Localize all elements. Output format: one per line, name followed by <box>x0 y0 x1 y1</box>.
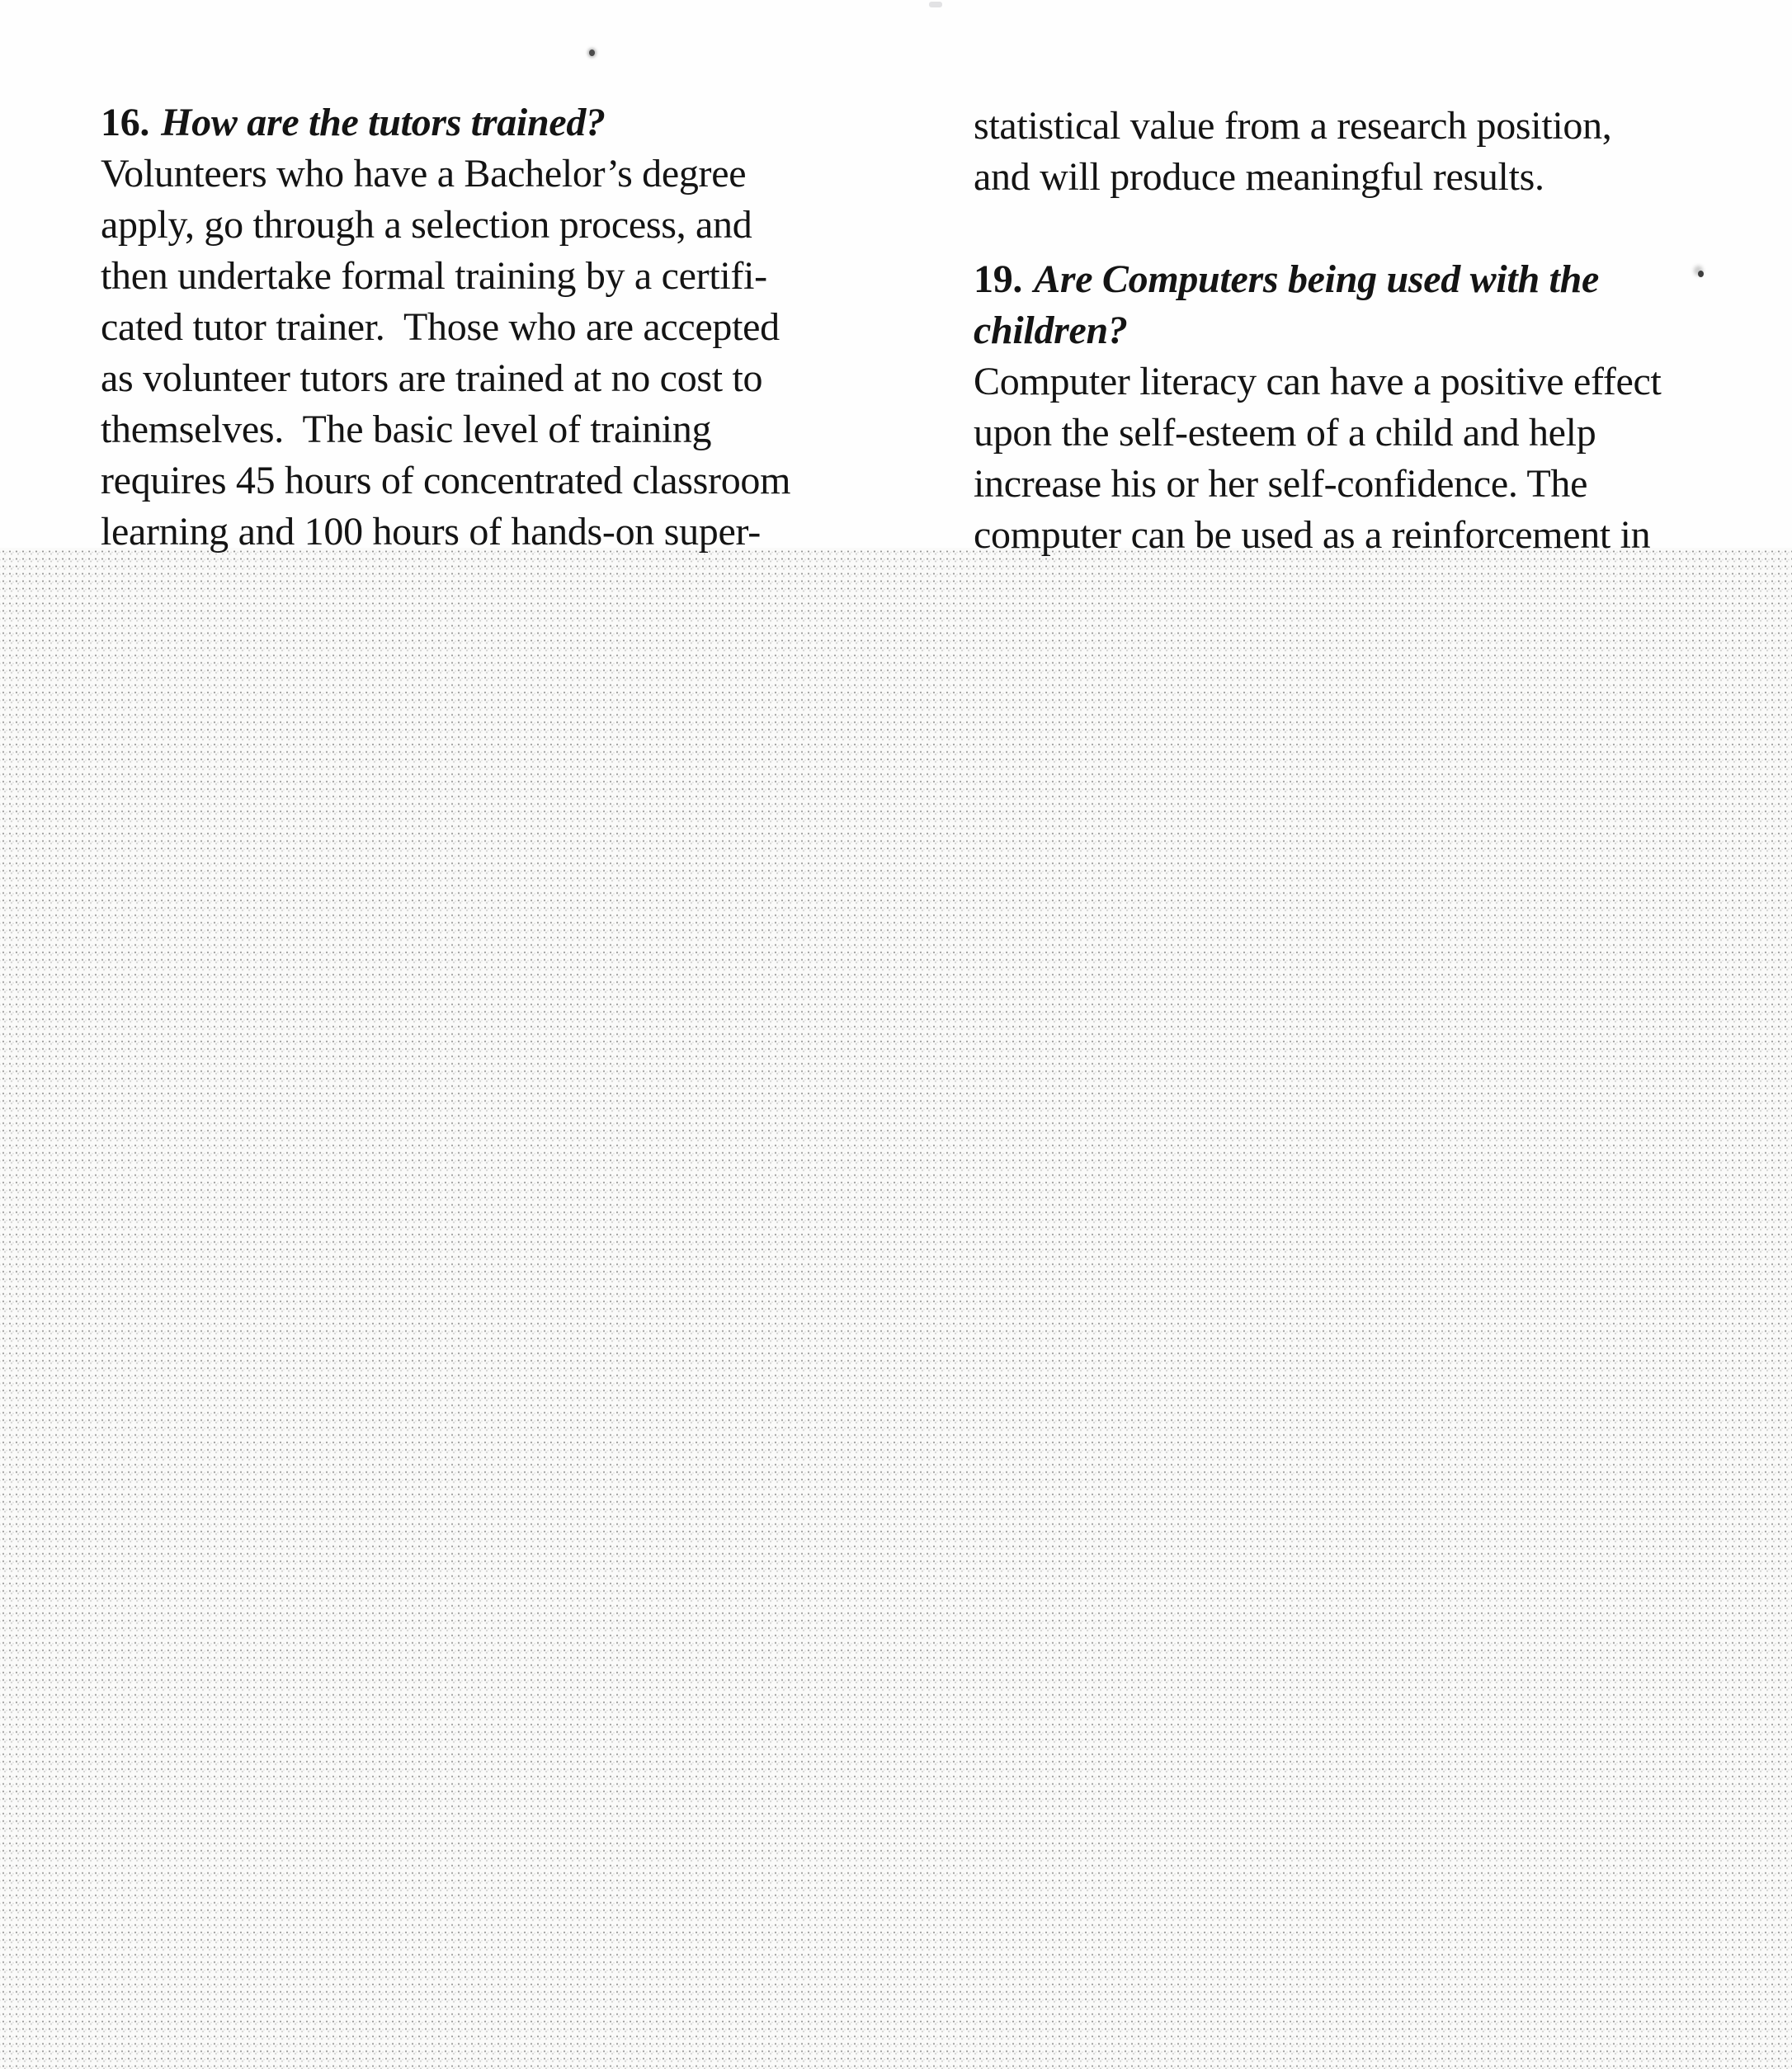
right-column <box>974 101 1733 561</box>
text-line: Volunteers who have a Bachelor’s degree <box>101 152 747 196</box>
text-line: then undertake formal training by a certifi- <box>101 254 767 298</box>
text-line: apply, go through a selection process, and <box>101 203 752 247</box>
question-19-heading <box>974 254 1733 305</box>
question-19-title-continued: children? <box>974 309 1128 352</box>
scan-speck <box>589 49 595 56</box>
text-line: increase his or her self-confidence. The <box>974 462 1588 506</box>
text-line: learning and 100 hours of hands-on super- <box>101 510 761 554</box>
left-column <box>101 97 868 558</box>
text-line: Computer literacy can have a positive effect <box>974 360 1662 403</box>
question-16-number: 16. <box>101 101 150 144</box>
paragraph-gap <box>974 203 1733 254</box>
question-19-title: Are Computers being used with the <box>1034 257 1599 301</box>
question-19-heading-continued <box>974 305 1733 356</box>
scan-speck <box>929 2 942 7</box>
text-line: and will produce meaningful results. <box>974 155 1544 199</box>
text-line: cated tutor trainer. Those who are accepted <box>101 305 780 349</box>
halftone-scan-area <box>0 548 1792 2069</box>
question-16-title: How are the tutors trained? <box>161 101 606 144</box>
text-line: as volunteer tutors are trained at no cost to <box>101 356 763 400</box>
question-16-heading <box>101 97 868 148</box>
text-line: upon the self-esteem of a child and help <box>974 411 1596 455</box>
text-line: requires 45 hours of concentrated classroom <box>101 459 791 502</box>
scan-speck <box>1698 271 1704 277</box>
question-19-number: 19. <box>974 257 1023 301</box>
text-line: statistical value from a research position, <box>974 104 1612 148</box>
text-line: themselves. The basic level of training <box>101 408 712 451</box>
text-line: computer can be used as a reinforcement in <box>974 513 1651 557</box>
